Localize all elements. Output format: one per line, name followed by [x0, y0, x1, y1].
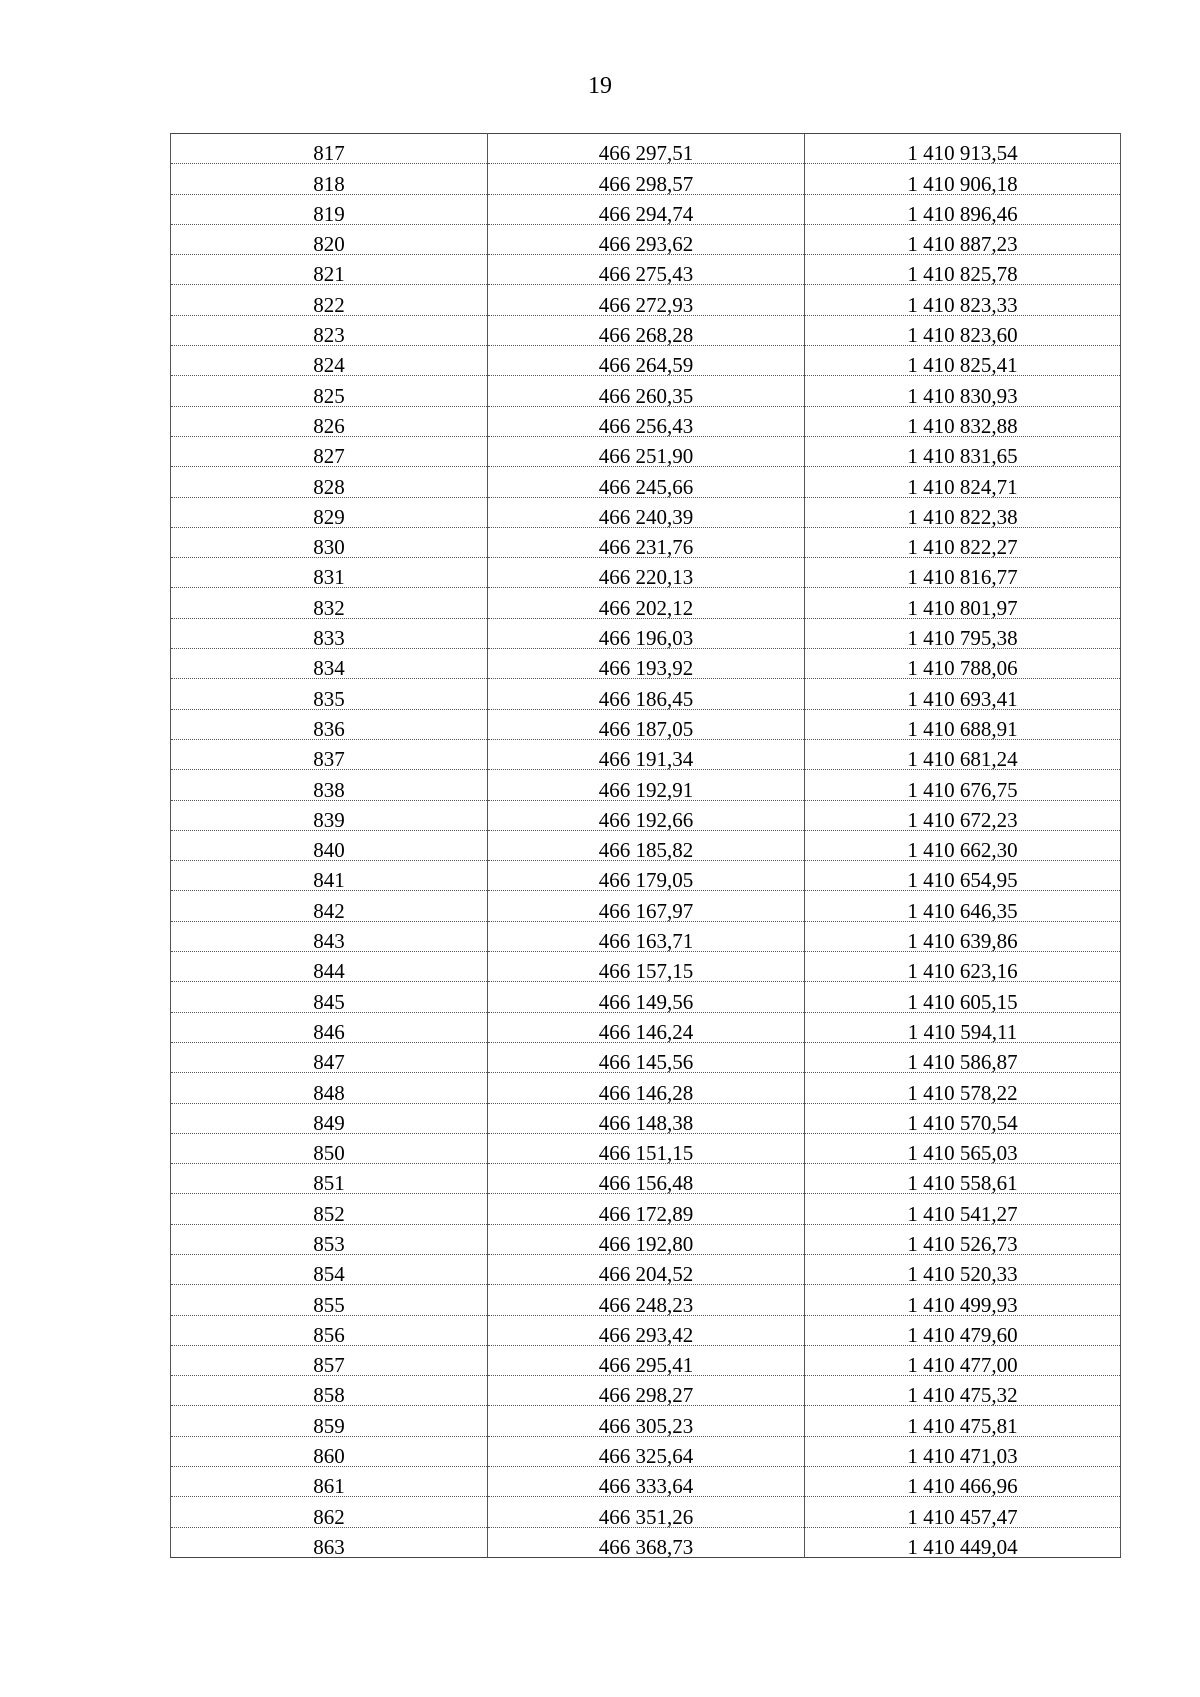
point-number-cell: 863	[171, 1527, 488, 1557]
point-number-cell: 844	[171, 952, 488, 982]
table-row	[171, 164, 1121, 194]
point-number-cell: 854	[171, 1254, 488, 1284]
table-row	[171, 1194, 1121, 1224]
x-coordinate-cell: 466 294,74	[488, 194, 805, 224]
point-number-cell: 853	[171, 1224, 488, 1254]
y-coordinate-cell: 1 410 623,16	[805, 952, 1121, 982]
y-coordinate-cell: 1 410 479,60	[805, 1315, 1121, 1345]
y-coordinate-cell: 1 410 795,38	[805, 618, 1121, 648]
x-coordinate-cell: 466 192,80	[488, 1224, 805, 1254]
x-coordinate-cell: 466 298,27	[488, 1376, 805, 1406]
point-number-cell: 857	[171, 1345, 488, 1375]
x-coordinate-cell: 466 248,23	[488, 1285, 805, 1315]
y-coordinate-cell: 1 410 896,46	[805, 194, 1121, 224]
point-number-cell: 862	[171, 1497, 488, 1527]
y-coordinate-cell: 1 410 586,87	[805, 1042, 1121, 1072]
y-coordinate-cell: 1 410 520,33	[805, 1254, 1121, 1284]
y-coordinate-cell: 1 410 830,93	[805, 376, 1121, 406]
point-number-cell: 845	[171, 982, 488, 1012]
y-coordinate-cell: 1 410 672,23	[805, 800, 1121, 830]
y-coordinate-cell: 1 410 466,96	[805, 1467, 1121, 1497]
table-row	[171, 952, 1121, 982]
x-coordinate-cell: 466 157,15	[488, 952, 805, 982]
x-coordinate-cell: 466 264,59	[488, 346, 805, 376]
y-coordinate-cell: 1 410 594,11	[805, 1012, 1121, 1042]
y-coordinate-cell: 1 410 825,41	[805, 346, 1121, 376]
point-number-cell: 826	[171, 406, 488, 436]
table-row	[171, 1527, 1121, 1557]
table-row	[171, 679, 1121, 709]
table-row	[171, 467, 1121, 497]
x-coordinate-cell: 466 245,66	[488, 467, 805, 497]
x-coordinate-cell: 466 149,56	[488, 982, 805, 1012]
point-number-cell: 835	[171, 679, 488, 709]
x-coordinate-cell: 466 275,43	[488, 255, 805, 285]
y-coordinate-cell: 1 410 578,22	[805, 1073, 1121, 1103]
table-row	[171, 1315, 1121, 1345]
coordinates-table	[170, 133, 1121, 1558]
y-coordinate-cell: 1 410 639,86	[805, 921, 1121, 951]
y-coordinate-cell: 1 410 801,97	[805, 588, 1121, 618]
x-coordinate-cell: 466 156,48	[488, 1164, 805, 1194]
x-coordinate-cell: 466 187,05	[488, 709, 805, 739]
table-row	[171, 285, 1121, 315]
x-coordinate-cell: 466 146,28	[488, 1073, 805, 1103]
x-coordinate-cell: 466 193,92	[488, 649, 805, 679]
coordinates-table-body	[171, 134, 1121, 1558]
point-number-cell: 846	[171, 1012, 488, 1042]
x-coordinate-cell: 466 191,34	[488, 739, 805, 769]
page-number: 19	[588, 73, 612, 99]
table-row	[171, 436, 1121, 466]
x-coordinate-cell: 466 186,45	[488, 679, 805, 709]
y-coordinate-cell: 1 410 475,32	[805, 1376, 1121, 1406]
point-number-cell: 833	[171, 618, 488, 648]
table-row	[171, 1164, 1121, 1194]
table-row	[171, 1436, 1121, 1466]
point-number-cell: 818	[171, 164, 488, 194]
table-row	[171, 739, 1121, 769]
x-coordinate-cell: 466 172,89	[488, 1194, 805, 1224]
y-coordinate-cell: 1 410 526,73	[805, 1224, 1121, 1254]
table-row	[171, 618, 1121, 648]
y-coordinate-cell: 1 410 693,41	[805, 679, 1121, 709]
x-coordinate-cell: 466 251,90	[488, 436, 805, 466]
y-coordinate-cell: 1 410 822,27	[805, 527, 1121, 557]
x-coordinate-cell: 466 298,57	[488, 164, 805, 194]
table-row	[171, 1073, 1121, 1103]
y-coordinate-cell: 1 410 822,38	[805, 497, 1121, 527]
y-coordinate-cell: 1 410 913,54	[805, 134, 1121, 164]
x-coordinate-cell: 466 272,93	[488, 285, 805, 315]
x-coordinate-cell: 466 185,82	[488, 830, 805, 860]
y-coordinate-cell: 1 410 688,91	[805, 709, 1121, 739]
table-row	[171, 497, 1121, 527]
table-row	[171, 588, 1121, 618]
point-number-cell: 825	[171, 376, 488, 406]
table-row	[171, 1254, 1121, 1284]
table-row	[171, 1285, 1121, 1315]
point-number-cell: 829	[171, 497, 488, 527]
table-row	[171, 770, 1121, 800]
point-number-cell: 832	[171, 588, 488, 618]
x-coordinate-cell: 466 297,51	[488, 134, 805, 164]
y-coordinate-cell: 1 410 662,30	[805, 830, 1121, 860]
point-number-cell: 851	[171, 1164, 488, 1194]
x-coordinate-cell: 466 256,43	[488, 406, 805, 436]
x-coordinate-cell: 466 192,66	[488, 800, 805, 830]
x-coordinate-cell: 466 368,73	[488, 1527, 805, 1557]
y-coordinate-cell: 1 410 605,15	[805, 982, 1121, 1012]
y-coordinate-cell: 1 410 570,54	[805, 1103, 1121, 1133]
y-coordinate-cell: 1 410 788,06	[805, 649, 1121, 679]
y-coordinate-cell: 1 410 887,23	[805, 224, 1121, 254]
point-number-cell: 848	[171, 1073, 488, 1103]
point-number-cell: 824	[171, 346, 488, 376]
point-number-cell: 817	[171, 134, 488, 164]
x-coordinate-cell: 466 163,71	[488, 921, 805, 951]
y-coordinate-cell: 1 410 558,61	[805, 1164, 1121, 1194]
point-number-cell: 842	[171, 891, 488, 921]
y-coordinate-cell: 1 410 541,27	[805, 1194, 1121, 1224]
y-coordinate-cell: 1 410 681,24	[805, 739, 1121, 769]
y-coordinate-cell: 1 410 676,75	[805, 770, 1121, 800]
point-number-cell: 836	[171, 709, 488, 739]
table-row	[171, 1224, 1121, 1254]
table-row	[171, 982, 1121, 1012]
x-coordinate-cell: 466 260,35	[488, 376, 805, 406]
table-row	[171, 255, 1121, 285]
x-coordinate-cell: 466 179,05	[488, 861, 805, 891]
y-coordinate-cell: 1 410 471,03	[805, 1436, 1121, 1466]
table-row	[171, 346, 1121, 376]
y-coordinate-cell: 1 410 499,93	[805, 1285, 1121, 1315]
x-coordinate-cell: 466 295,41	[488, 1345, 805, 1375]
y-coordinate-cell: 1 410 906,18	[805, 164, 1121, 194]
point-number-cell: 822	[171, 285, 488, 315]
x-coordinate-cell: 466 204,52	[488, 1254, 805, 1284]
point-number-cell: 834	[171, 649, 488, 679]
table-row	[171, 921, 1121, 951]
table-row	[171, 1103, 1121, 1133]
point-number-cell: 855	[171, 1285, 488, 1315]
y-coordinate-cell: 1 410 831,65	[805, 436, 1121, 466]
point-number-cell: 841	[171, 861, 488, 891]
table-row	[171, 649, 1121, 679]
x-coordinate-cell: 466 220,13	[488, 558, 805, 588]
point-number-cell: 840	[171, 830, 488, 860]
x-coordinate-cell: 466 293,62	[488, 224, 805, 254]
point-number-cell: 858	[171, 1376, 488, 1406]
x-coordinate-cell: 466 293,42	[488, 1315, 805, 1345]
table-row	[171, 224, 1121, 254]
point-number-cell: 827	[171, 436, 488, 466]
point-number-cell: 819	[171, 194, 488, 224]
x-coordinate-cell: 466 268,28	[488, 315, 805, 345]
y-coordinate-cell: 1 410 816,77	[805, 558, 1121, 588]
x-coordinate-cell: 466 325,64	[488, 1436, 805, 1466]
table-row	[171, 1467, 1121, 1497]
table-row	[171, 406, 1121, 436]
table-row	[171, 1406, 1121, 1436]
table-row	[171, 315, 1121, 345]
y-coordinate-cell: 1 410 832,88	[805, 406, 1121, 436]
y-coordinate-cell: 1 410 477,00	[805, 1345, 1121, 1375]
table-row	[171, 891, 1121, 921]
y-coordinate-cell: 1 410 449,04	[805, 1527, 1121, 1557]
point-number-cell: 828	[171, 467, 488, 497]
table-row	[171, 194, 1121, 224]
point-number-cell: 831	[171, 558, 488, 588]
y-coordinate-cell: 1 410 823,60	[805, 315, 1121, 345]
x-coordinate-cell: 466 192,91	[488, 770, 805, 800]
table-row	[171, 134, 1121, 164]
table-row	[171, 861, 1121, 891]
point-number-cell: 821	[171, 255, 488, 285]
y-coordinate-cell: 1 410 565,03	[805, 1133, 1121, 1163]
table-row	[171, 800, 1121, 830]
table-row	[171, 527, 1121, 557]
table-row	[171, 1497, 1121, 1527]
point-number-cell: 837	[171, 739, 488, 769]
x-coordinate-cell: 466 333,64	[488, 1467, 805, 1497]
table-row	[171, 830, 1121, 860]
point-number-cell: 838	[171, 770, 488, 800]
y-coordinate-cell: 1 410 475,81	[805, 1406, 1121, 1436]
x-coordinate-cell: 466 305,23	[488, 1406, 805, 1436]
y-coordinate-cell: 1 410 823,33	[805, 285, 1121, 315]
point-number-cell: 859	[171, 1406, 488, 1436]
point-number-cell: 830	[171, 527, 488, 557]
x-coordinate-cell: 466 145,56	[488, 1042, 805, 1072]
table-row	[171, 1376, 1121, 1406]
table-row	[171, 1345, 1121, 1375]
table-row	[171, 709, 1121, 739]
point-number-cell: 861	[171, 1467, 488, 1497]
point-number-cell: 850	[171, 1133, 488, 1163]
point-number-cell: 856	[171, 1315, 488, 1345]
point-number-cell: 839	[171, 800, 488, 830]
x-coordinate-cell: 466 148,38	[488, 1103, 805, 1133]
x-coordinate-cell: 466 196,03	[488, 618, 805, 648]
point-number-cell: 843	[171, 921, 488, 951]
point-number-cell: 823	[171, 315, 488, 345]
y-coordinate-cell: 1 410 824,71	[805, 467, 1121, 497]
x-coordinate-cell: 466 231,76	[488, 527, 805, 557]
y-coordinate-cell: 1 410 646,35	[805, 891, 1121, 921]
table-row	[171, 1042, 1121, 1072]
x-coordinate-cell: 466 202,12	[488, 588, 805, 618]
y-coordinate-cell: 1 410 825,78	[805, 255, 1121, 285]
y-coordinate-cell: 1 410 654,95	[805, 861, 1121, 891]
table-row	[171, 376, 1121, 406]
x-coordinate-cell: 466 146,24	[488, 1012, 805, 1042]
point-number-cell: 820	[171, 224, 488, 254]
y-coordinate-cell: 1 410 457,47	[805, 1497, 1121, 1527]
x-coordinate-cell: 466 240,39	[488, 497, 805, 527]
point-number-cell: 852	[171, 1194, 488, 1224]
x-coordinate-cell: 466 351,26	[488, 1497, 805, 1527]
point-number-cell: 860	[171, 1436, 488, 1466]
table-row	[171, 1012, 1121, 1042]
table-row	[171, 558, 1121, 588]
x-coordinate-cell: 466 167,97	[488, 891, 805, 921]
point-number-cell: 849	[171, 1103, 488, 1133]
table-row	[171, 1133, 1121, 1163]
point-number-cell: 847	[171, 1042, 488, 1072]
x-coordinate-cell: 466 151,15	[488, 1133, 805, 1163]
